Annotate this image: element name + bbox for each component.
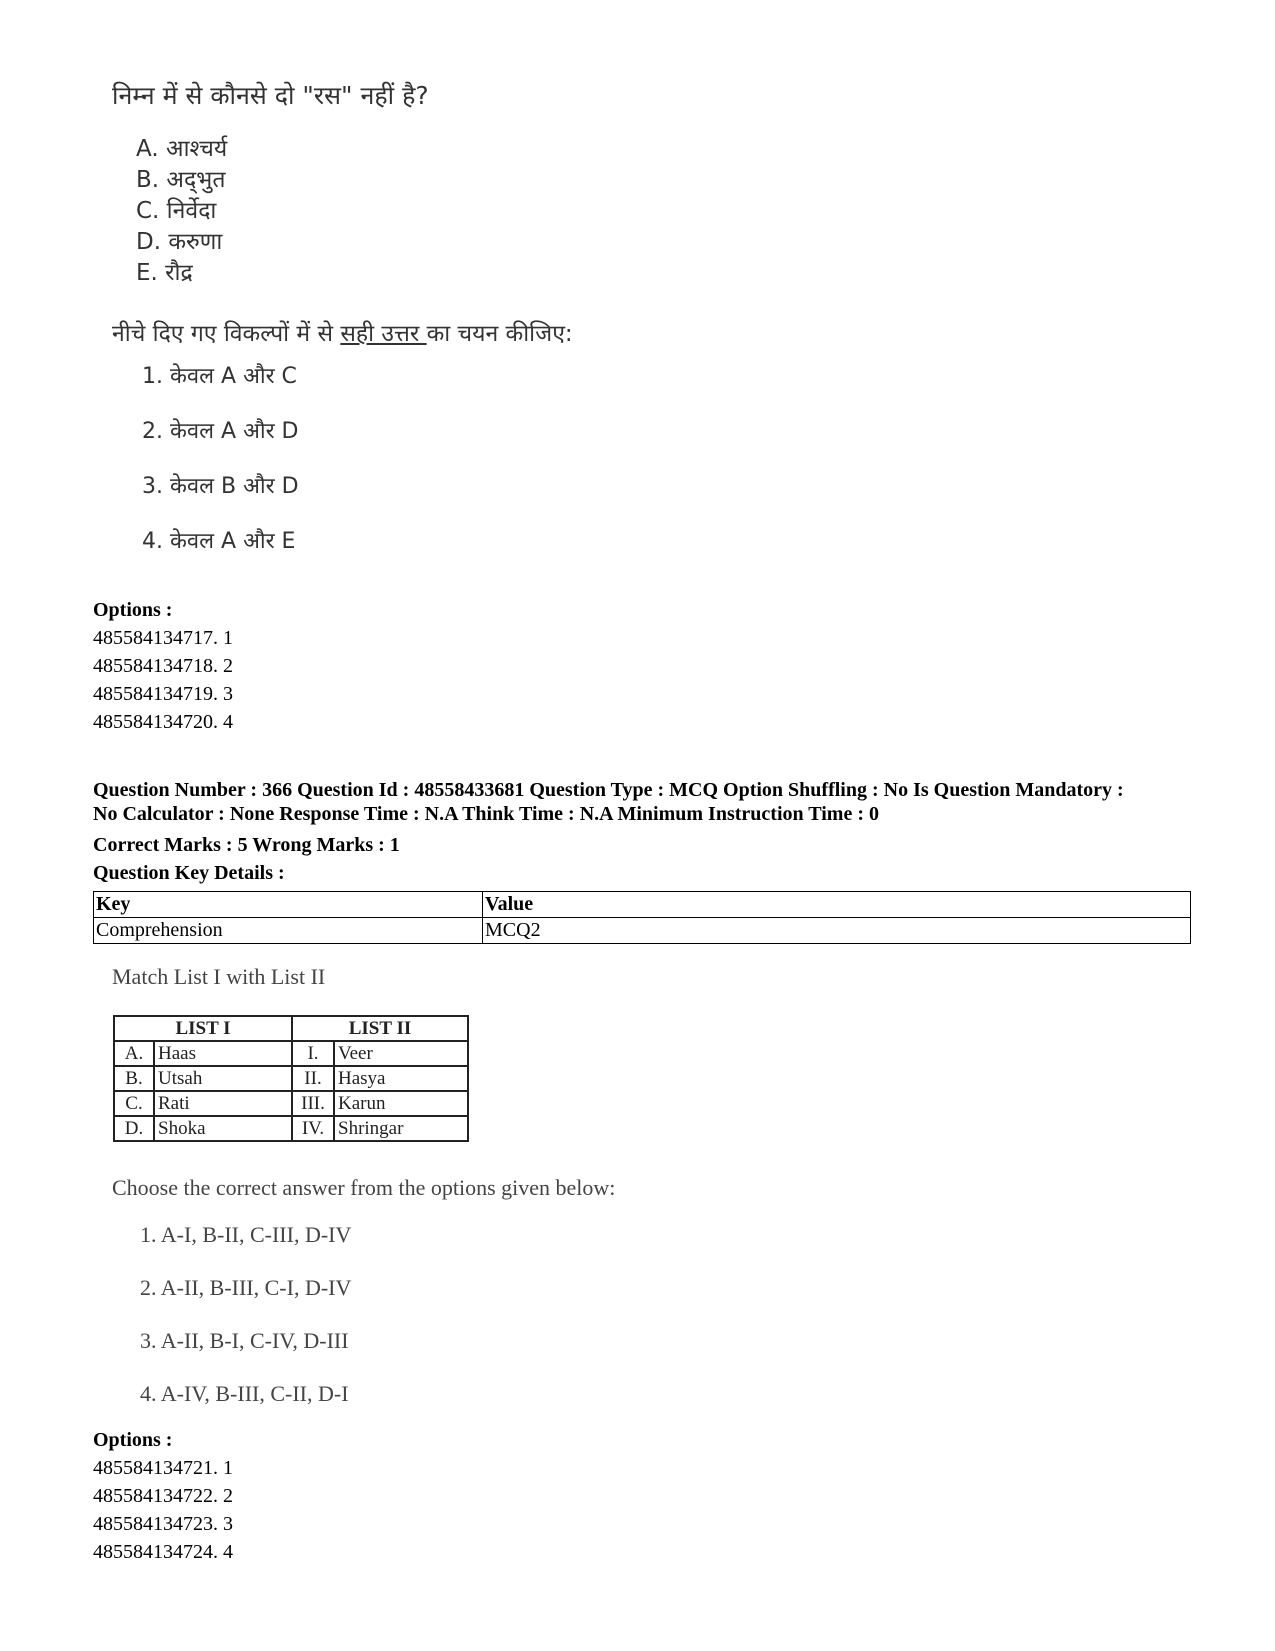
- key-details-label: Question Key Details :: [93, 862, 285, 884]
- table-cell: Rati: [154, 1091, 292, 1116]
- table-header-row: [94, 892, 1191, 918]
- option-line: 485584134720. 4: [93, 711, 233, 733]
- answer-choice: 1. केवल A और C: [142, 364, 297, 389]
- table-cell: Karun: [334, 1091, 468, 1116]
- table-cell: Shoka: [154, 1116, 292, 1141]
- question-item: A. आश्चर्य: [136, 136, 228, 162]
- answer-instruction: Choose the correct answer from the options given below:: [112, 1175, 616, 1200]
- list-2-header: LIST II: [292, 1016, 468, 1041]
- table-cell: Utsah: [154, 1066, 292, 1091]
- question-meta-line: Question Number : 366 Question Id : 48558433681 Question Type : MCQ Option Shuffling : No Is Question Mandatory :: [93, 779, 1124, 801]
- option-line: 485584134718. 2: [93, 655, 233, 677]
- table-cell: MCQ2: [483, 918, 1191, 944]
- table-cell: B.: [114, 1066, 154, 1091]
- table-cell: D.: [114, 1116, 154, 1141]
- table-row: [114, 1066, 468, 1091]
- options-label: Options :: [93, 1429, 173, 1451]
- question-meta: [93, 778, 1124, 826]
- table-header-cell: Key: [94, 892, 483, 918]
- table-cell: Hasya: [334, 1066, 468, 1091]
- option-line: 485584134724. 4: [93, 1541, 233, 1563]
- answer-choice: 2. A-II, B-III, C-I, D-IV: [140, 1275, 352, 1300]
- marks-line: Correct Marks : 5 Wrong Marks : 1: [93, 834, 400, 856]
- table-cell: Veer: [334, 1041, 468, 1066]
- options-label: Options :: [93, 599, 173, 621]
- table-header-row: [114, 1016, 468, 1041]
- option-line: 485584134717. 1: [93, 627, 233, 649]
- question-item: C. निर्वेदा: [136, 198, 217, 224]
- question-item-list: [136, 134, 227, 289]
- option-line: 485584134722. 2: [93, 1485, 233, 1507]
- table-row: [94, 918, 1191, 944]
- table-row: [114, 1116, 468, 1141]
- answer-choice: 2. केवल A और D: [142, 419, 299, 444]
- answer-instruction: नीचे दिए गए विकल्पों में से सही उत्तर का चयन कीजिए:: [112, 321, 573, 347]
- answer-choice: 4. A-IV, B-III, C-II, D-I: [140, 1381, 349, 1406]
- table-cell: Haas: [154, 1041, 292, 1066]
- table-cell: Comprehension: [94, 918, 483, 944]
- answer-choice: 1. A-I, B-II, C-III, D-IV: [140, 1222, 352, 1247]
- option-line: 485584134723. 3: [93, 1513, 233, 1535]
- match-list-table: [113, 1015, 469, 1142]
- option-line: 485584134719. 3: [93, 683, 233, 705]
- answer-choice: 4. केवल A और E: [142, 529, 296, 554]
- question-item: B. अद्‌भुत: [136, 167, 226, 193]
- table-row: [114, 1091, 468, 1116]
- table-header-cell: Value: [483, 892, 1191, 918]
- underlined-text: सही उत्तर: [340, 321, 427, 347]
- option-line: 485584134721. 1: [93, 1457, 233, 1479]
- question-item: E. रौद्र: [136, 260, 193, 286]
- key-details-table: [93, 891, 1191, 944]
- question-meta-line: No Calculator : None Response Time : N.A Think Time : N.A Minimum Instruction Time : 0: [93, 803, 879, 825]
- table-cell: III.: [292, 1091, 334, 1116]
- question-title: निम्न में से कौनसे दो "रस" नहीं है?: [112, 81, 429, 110]
- table-cell: I.: [292, 1041, 334, 1066]
- table-cell: II.: [292, 1066, 334, 1091]
- table-cell: IV.: [292, 1116, 334, 1141]
- table-cell: A.: [114, 1041, 154, 1066]
- list-1-header: LIST I: [114, 1016, 292, 1041]
- question-item: D. करुणा: [136, 229, 223, 255]
- question-title: Match List I with List II: [112, 964, 326, 989]
- table-row: [114, 1041, 468, 1066]
- table-cell: C.: [114, 1091, 154, 1116]
- answer-choice: 3. केवल B और D: [142, 474, 299, 499]
- table-cell: Shringar: [334, 1116, 468, 1141]
- answer-choice: 3. A-II, B-I, C-IV, D-III: [140, 1328, 349, 1353]
